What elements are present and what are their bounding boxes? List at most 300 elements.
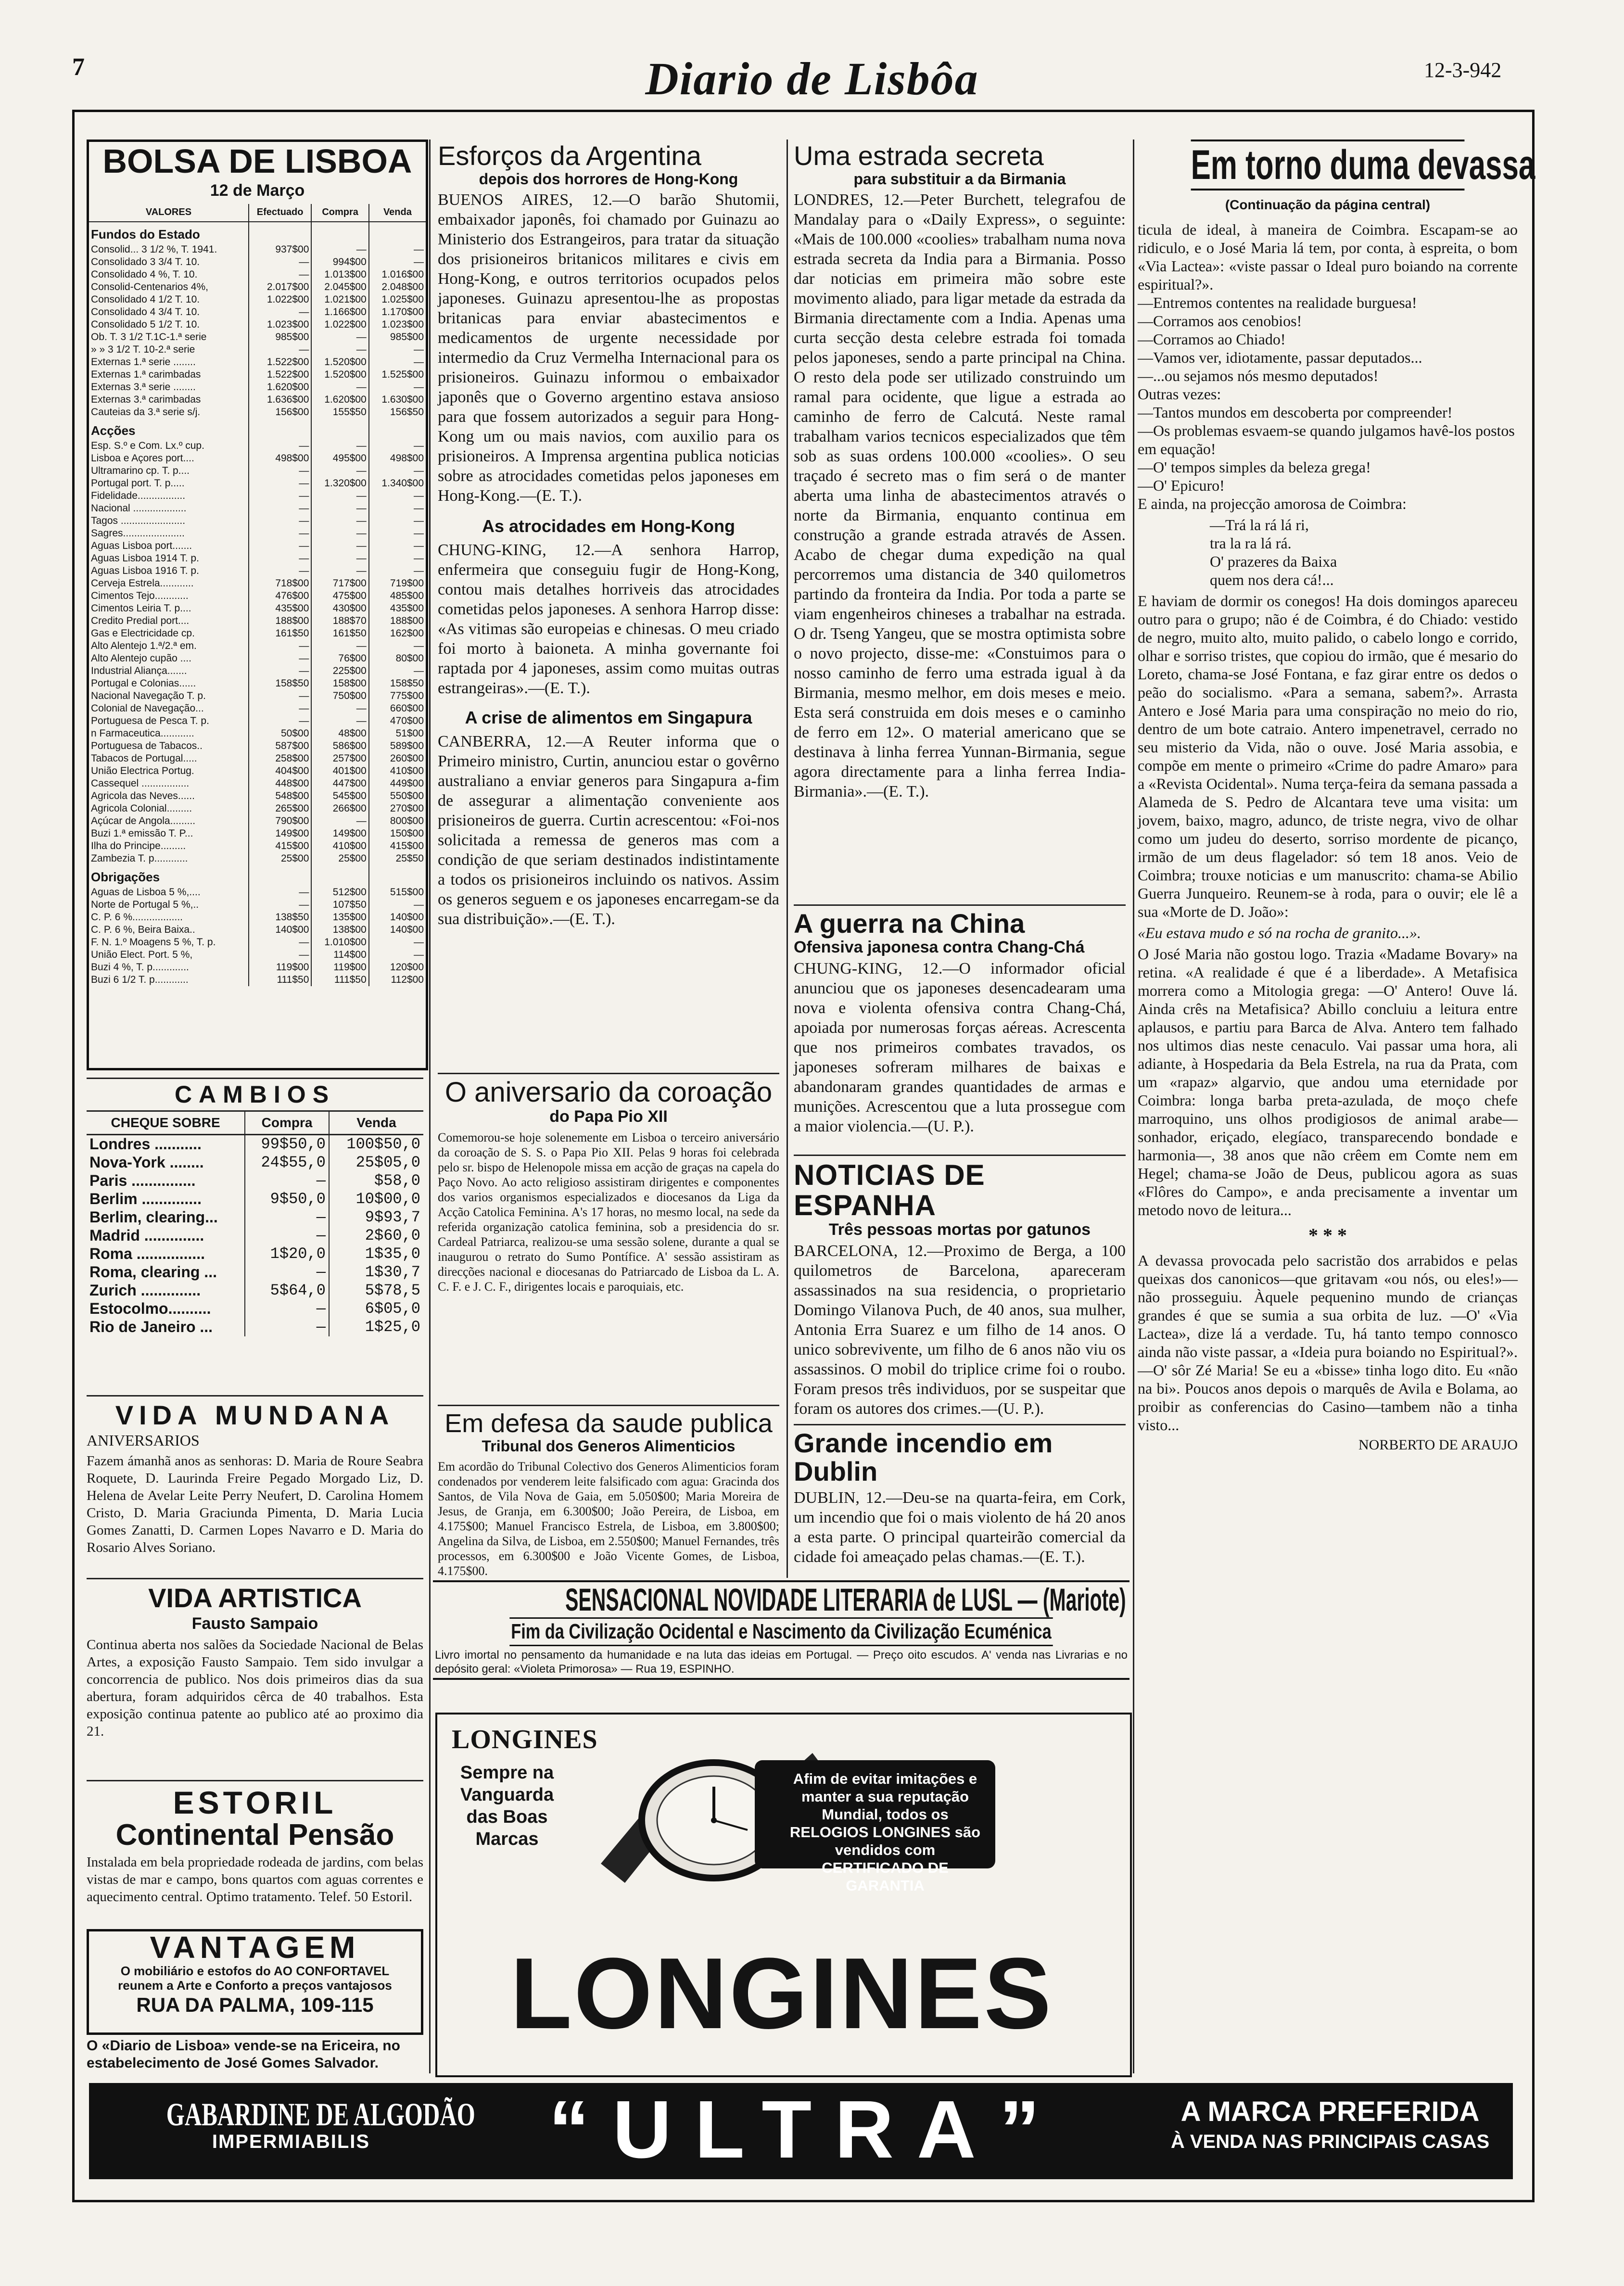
bolsa-security-name: União Electrica Portug. xyxy=(91,765,194,776)
bolsa-value: 435$00 xyxy=(249,602,312,615)
bolsa-row xyxy=(89,640,426,652)
bolsa-value: — xyxy=(369,899,426,911)
bolsa-value: 1.022$00 xyxy=(311,318,368,331)
bolsa-value: 260$00 xyxy=(369,752,426,765)
bolsa-security-name: Portuguesa de Pesca T. p. xyxy=(91,715,209,726)
bolsa-value: 2.045$00 xyxy=(311,281,368,293)
hongkong-subtitle: As atrocidades em Hong-Kong xyxy=(482,516,736,536)
ultra-brand: “ULTRA” xyxy=(548,2084,1063,2175)
aniversario-article xyxy=(438,1073,779,1294)
lusl-title: SENSACIONAL NOVIDADE LITERARIA de LUSL — (Mariote) xyxy=(565,1582,1126,1617)
cambios-rate: 9$93,7 xyxy=(329,1208,423,1227)
cambios-row xyxy=(87,1208,423,1227)
bolsa-value: — xyxy=(311,502,368,515)
bolsa-security-name: União Elect. Port. 5 %, xyxy=(91,949,193,960)
bolsa-value: — xyxy=(311,527,368,540)
bolsa-row xyxy=(89,727,426,740)
devassa-stars: * * * xyxy=(1308,1224,1347,1246)
cambios-currency: Madrid .............. xyxy=(89,1227,204,1244)
longines-brand-big: LONGINES xyxy=(510,1937,1053,2050)
singapura-body: CANBERRA, 12.—A Reuter informa que o Primeiro ministro, Curtin, anunciou estar o govêrno australiano a enviar generos para Singapura a-fim de assegurar a alimentação conveniente aos prisioneiros de guerra. Curtin acrescentou: «Foi-nos solicitada a remessa de generos mas com a condição de que seriam destinados indistintamente a todos os prisioneiros incluindo os nativos. Assim os generos seguem e os japoneses encarregam-se da sua distribuição».—(E. T.). xyxy=(438,732,779,928)
saude-article xyxy=(438,1405,779,1578)
rule xyxy=(438,1073,779,1074)
bolsa-value: — xyxy=(311,815,368,827)
bolsa-value: 258$00 xyxy=(249,752,312,765)
bolsa-value: 415$00 xyxy=(369,840,426,852)
cambios-table xyxy=(87,1110,423,1336)
ultra-gabardine: GABARDINE DE ALGODÃO xyxy=(166,2096,475,2133)
bolsa-value: — xyxy=(369,565,426,577)
bolsa-security-name: Consolid-Centenarios 4%, xyxy=(91,281,208,292)
bolsa-value: — xyxy=(369,440,426,452)
bolsa-value: 51$00 xyxy=(369,727,426,740)
page-number: 7 xyxy=(72,53,85,81)
bolsa-row xyxy=(89,702,426,715)
bolsa-value: 1.340$00 xyxy=(369,477,426,490)
bolsa-value: 161$50 xyxy=(311,627,368,640)
bolsa-value: — xyxy=(249,949,312,961)
bolsa-row xyxy=(89,577,426,590)
bolsa-value: 188$00 xyxy=(249,615,312,627)
bolsa-value: 586$00 xyxy=(311,740,368,752)
bolsa-cell xyxy=(249,419,312,440)
bolsa-value: — xyxy=(249,343,312,356)
bolsa-value: 225$00 xyxy=(311,665,368,677)
bolsa-row xyxy=(89,790,426,802)
bolsa-security-name: Cerveja Estrela............ xyxy=(91,577,194,589)
bolsa-row xyxy=(89,565,426,577)
bolsa-row xyxy=(89,815,426,827)
bolsa-row xyxy=(89,368,426,381)
bolsa-value: 994$00 xyxy=(311,256,368,268)
devassa-p3: O José Maria não gostou logo. Trazia «Madame Bovary» na retina. «A realidade é que é a liberdade». A Metafisica morrera como a Mitologia grega: —O' Antero! Ouve lá. Ainda crês na Metafisica? Abillo concluiu a leitura entre aplausos, e partiu para Barca de Alva. Antero tem falhado nos ultimos dias neste cenaculo. Vai passar uma hora, ali adiante, à Hospedaria da Bela Estrela, na rua da Prata, com um «rapaz» algarvio, que andou uma eternidade por Coimbra: longa barba preta-azulada, de moço chefe marroquino, uns olhos prodigiosos de animal arabe—sonhador, eriçado, elegíaco, transparecendo bondade e harmonia—, 38 anos que não crêem em Comte nem em Hegel; chama-se João de Deus, publicou agora as suas «Flôres do Campo», e anda precisamente a inventar um metodo novo de leitura... xyxy=(1138,945,1518,1219)
devassa-quote: «Eu estava mudo e só na rocha de granito...». xyxy=(1138,924,1421,942)
bolsa-value: 717$00 xyxy=(311,577,368,590)
bolsa-row xyxy=(89,627,426,640)
bolsa-security-name: Fidelidade................. xyxy=(91,490,186,501)
estrada-title: Uma estrada secreta xyxy=(794,140,1044,171)
bolsa-value: 430$00 xyxy=(311,602,368,615)
bolsa-value: 1.630$00 xyxy=(369,394,426,406)
bolsa-value: — xyxy=(311,331,368,343)
rule xyxy=(794,1155,1126,1156)
bolsa-value: 140$00 xyxy=(369,911,426,924)
vida-mundana-title: VIDA MUNDANA xyxy=(115,1400,395,1430)
bolsa-value: 448$00 xyxy=(249,777,312,790)
ultra-right xyxy=(1157,2097,1503,2152)
cambios-rate: 1$20,0 xyxy=(245,1245,329,1263)
bolsa-security-name: Externas 3.ª carimbadas xyxy=(91,394,201,405)
estoril-name: Continental Pensão xyxy=(115,1818,394,1852)
bolsa-value: — xyxy=(369,640,426,652)
bolsa-row xyxy=(89,256,426,268)
longines-slogan: Sempre na Vanguarda das Boas Marcas xyxy=(460,1763,554,1849)
bolsa-value: 937$00 xyxy=(249,243,312,256)
bolsa-value: — xyxy=(369,381,426,394)
bolsa-row xyxy=(89,343,426,356)
bolsa-value: 985$00 xyxy=(369,331,426,343)
bolsa-row xyxy=(89,440,426,452)
longines-brand-top: LONGINES xyxy=(452,1725,598,1754)
bolsa-security-name: Colonial de Navegação... xyxy=(91,702,204,714)
bolsa-security-name: Portugal port. T. p..... xyxy=(91,477,185,489)
bolsa-cell xyxy=(311,222,368,243)
bolsa-value: — xyxy=(369,540,426,552)
masthead: Diario de Lisbôa xyxy=(645,53,979,104)
bolsa-row xyxy=(89,690,426,702)
lusl-subtitle: Fim da Civilização Ocidental e Nascimento da Civilização Ecuménica xyxy=(509,1617,1053,1646)
bolsa-value: 266$00 xyxy=(311,802,368,815)
bolsa-value: — xyxy=(249,515,312,527)
cambios-rate: 99$50,0 xyxy=(245,1134,329,1154)
cambios-rate: 10$00,0 xyxy=(329,1190,423,1208)
bolsa-value: 415$00 xyxy=(249,840,312,852)
bolsa-security-name: Gas e Electricidade cp. xyxy=(91,627,195,639)
bolsa-security-name: Aguas Lisboa 1916 T. p. xyxy=(91,565,199,576)
bolsa-security-name: Agricola das Neves...... xyxy=(91,790,195,801)
bolsa-cell xyxy=(369,222,426,243)
cambios-currency: Zurich .............. xyxy=(89,1282,201,1299)
ericeira-note: O «Diario de Lisboa» vende-se na Ericeira, no estabelecimento de José Gomes Salvador. xyxy=(87,2038,400,2071)
bolsa-value: 1.021$00 xyxy=(311,293,368,306)
bolsa-value: 149$00 xyxy=(249,827,312,840)
bolsa-value: 76$00 xyxy=(311,652,368,665)
bolsa-section-title: Acções xyxy=(91,423,136,438)
bolsa-value: 111$50 xyxy=(249,974,312,986)
bolsa-value: 589$00 xyxy=(369,740,426,752)
bolsa-value: 140$00 xyxy=(369,924,426,936)
bolsa-value: — xyxy=(249,256,312,268)
bolsa-section-title: Obrigações xyxy=(91,870,160,884)
bolsa-value: 498$00 xyxy=(369,452,426,465)
bolsa-row xyxy=(89,602,426,615)
bolsa-security-name: Buzi 6 1/2 T. p............ xyxy=(91,974,189,985)
estrada-article xyxy=(794,142,1126,801)
bolsa-row xyxy=(89,406,426,419)
argentina-title: Esforços da Argentina xyxy=(438,140,701,171)
bolsa-row xyxy=(89,306,426,318)
cambios-rate: $58,0 xyxy=(329,1172,423,1190)
vantagem-body: O mobiliário e estofos do AO CONFORTAVEL reunem a Arte e Conforto a preços vantajosos xyxy=(118,1964,392,1993)
bolsa-value: 107$50 xyxy=(311,899,368,911)
argentina-body: BUENOS AIRES, 12.—O barão Shutomii, embaixador japonês, foi chamado por Guinazu ao Ministerio dos Estrangeiros, para tratar da situação dos prisioneiros britanicos militares e civis em Hong-Kong, e outros territorios ocupados pelos japoneses. Guinazu apresentou-lhe as propostas britanicas para enviar abastecimentos e medicamentos de urgente necessidade por intermedio da Cruz Vermelha Internacional para os prisioneiros. Guinazu informou o embaixador japonês que o Governo argentino estava ansioso para que fossem autorizados a seguir para Hong-Kong um ou mais navios, com auxilio para os prisioneiros. A Imprensa argentina publica noticias sobre as atrocidades cometidas pelos japoneses em Hong-Kong.—(E. T.). xyxy=(438,190,779,505)
bolsa-table xyxy=(89,204,426,986)
bolsa-value: 485$00 xyxy=(369,590,426,602)
bolsa-value: 1.025$00 xyxy=(369,293,426,306)
bolsa-security-name: Portugal e Colonias...... xyxy=(91,677,196,689)
ultra-left xyxy=(118,2096,475,2153)
bolsa-value: — xyxy=(249,652,312,665)
bolsa-value: 135$00 xyxy=(311,911,368,924)
rule xyxy=(794,904,1126,906)
bolsa-value: — xyxy=(249,306,312,318)
bolsa-value: — xyxy=(369,465,426,477)
rule xyxy=(87,1078,423,1079)
bolsa-value: 138$00 xyxy=(311,924,368,936)
bolsa-value: 550$00 xyxy=(369,790,426,802)
bolsa-value: 718$00 xyxy=(249,577,312,590)
bolsa-value: — xyxy=(249,690,312,702)
bolsa-row xyxy=(89,961,426,974)
bolsa-value: 750$00 xyxy=(311,690,368,702)
bolsa-row xyxy=(89,293,426,306)
bolsa-value: — xyxy=(369,665,426,677)
cambios-rate: 24$55,0 xyxy=(245,1154,329,1172)
vida-artistica-title: VIDA ARTISTICA xyxy=(148,1583,362,1613)
bolsa-value: 188$70 xyxy=(311,615,368,627)
bolsa-value: 150$00 xyxy=(369,827,426,840)
dublin-body: DUBLIN, 12.—Deu-se na quarta-feira, em Cork, um incendio que foi o mais violento de há 20 anos a esta parte. O principal quarteirão comercial da cidade foi ameaçado pelas chamas.—(E. T.). xyxy=(794,1488,1126,1566)
bolsa-value: 1.166$00 xyxy=(311,306,368,318)
dublin-title: Grande incendio em Dublin xyxy=(794,1428,1053,1486)
vantagem-title: VANTAGEM xyxy=(150,1930,360,1965)
bolsa-section-title: Fundos do Estado xyxy=(91,227,200,241)
bolsa-row xyxy=(89,886,426,899)
bolsa-value: — xyxy=(249,640,312,652)
bolsa-value: 1.520$00 xyxy=(311,356,368,368)
bolsa-value: 470$00 xyxy=(369,715,426,727)
bolsa-row xyxy=(89,515,426,527)
devassa-p4: A devassa provocada pelo sacristão dos arrabidos e pelas queixas dos canonicos—que gritavam «ou nós, ou eles!»—não prosseguiu. Àquele pequenino mundo de crianças grandes é que se sumia a sua orbita de luz. —O' «Via Lactea», dize lá a verdade. Tu, há tanto tempo connosco ainda não viste passar, a «Ideia pura boiando no Espiritual?». —O' sôr Zé Maria! Se eu a «bisse» tinha logo dito. Eu «não na bi». Poucos anos depois o marquês de Avila e Bolama, ao proibir as conferencias do Casino—tambem não a tinha visto... xyxy=(1138,1252,1518,1434)
bolsa-security-name: C. P. 6 %, Beira Baixa.. xyxy=(91,924,195,935)
bolsa-value: — xyxy=(369,949,426,961)
bolsa-cell xyxy=(369,419,426,440)
bolsa-security-name: Ultramarino cp. T. p.... xyxy=(91,465,190,476)
bolsa-value: — xyxy=(369,490,426,502)
bolsa-row xyxy=(89,615,426,627)
vida-mundana xyxy=(87,1395,423,1556)
bolsa-row xyxy=(89,652,426,665)
bolsa-column-header: Compra xyxy=(311,204,368,222)
argentina-subtitle: depois dos horrores de Hong-Kong xyxy=(479,170,738,188)
rule xyxy=(794,1424,1126,1425)
bolsa-row xyxy=(89,936,426,949)
bolsa-value: — xyxy=(311,440,368,452)
bolsa-security-name: Tabacos de Portugal..... xyxy=(91,752,197,764)
bolsa-value: 140$00 xyxy=(249,924,312,936)
bolsa-row xyxy=(89,715,426,727)
bolsa-value: — xyxy=(311,381,368,394)
bolsa-value: — xyxy=(311,515,368,527)
bolsa-value: 475$00 xyxy=(311,590,368,602)
bolsa-security-name: Externas 1.ª carimbadas xyxy=(91,368,201,380)
bolsa-value: 1.022$00 xyxy=(249,293,312,306)
bolsa-security-name: Lisboa e Açores port.... xyxy=(91,452,194,464)
bolsa-value: — xyxy=(311,640,368,652)
bolsa-value: — xyxy=(369,343,426,356)
espanha-title: NOTICIAS DE ESPANHA xyxy=(794,1159,985,1221)
bolsa-value: — xyxy=(369,527,426,540)
bolsa-value: 1.522$00 xyxy=(249,368,312,381)
bolsa-value: — xyxy=(311,715,368,727)
bolsa-cell xyxy=(311,419,368,440)
devassa-article xyxy=(1138,140,1535,1453)
bolsa-value: 50$00 xyxy=(249,727,312,740)
bolsa-row xyxy=(89,677,426,690)
cambios-rate: — xyxy=(245,1318,329,1336)
bolsa-value: — xyxy=(369,515,426,527)
bolsa-value: 162$00 xyxy=(369,627,426,640)
cambios-currency: Paris ............... xyxy=(89,1172,196,1189)
bolsa-value: 476$00 xyxy=(249,590,312,602)
bolsa-security-name: Consolidado 5 1/2 T. 10. xyxy=(91,318,200,330)
bolsa-value: 119$00 xyxy=(249,961,312,974)
bolsa-security-name: Cauteias da 3.ª serie s/j. xyxy=(91,406,201,418)
lusl-body: Livro imortal no pensamento da humanidade e na luta das ideias em Portugal. — Preço oito escudos. A' venda nas Livrarias e no depósito geral: «Violeta Primorosa» — Rua 19, ESPINHO. xyxy=(435,1649,1128,1676)
longines-ad xyxy=(435,1713,1132,2077)
bolsa-value: 449$00 xyxy=(369,777,426,790)
bolsa-security-name: Consolid... 3 1/2 %, T. 1941. xyxy=(91,243,217,255)
bolsa-value: 270$00 xyxy=(369,802,426,815)
vantagem-ad xyxy=(87,1929,423,2035)
bolsa-value: 495$00 xyxy=(311,452,368,465)
vida-mundana-body: Fazem ámanhã anos as senhoras: D. Maria de Roure Seabra Roquete, D. Laurinda Freire Pegado Morgado Liz, D. Helena de Avelar Leite Perry Neufert, D. Carolina Homem Cristo, D. Maria Graciunda Pimenta, D. Maria Lucia Gomes Zanatti, D. Carmen Lopes Navarro e D. Maria do Rosario Alves Soriano. xyxy=(87,1453,423,1555)
vida-artistica xyxy=(87,1578,423,1740)
bolsa-value: 800$00 xyxy=(369,815,426,827)
bolsa-value: 158$00 xyxy=(311,677,368,690)
lusl-ad xyxy=(433,1580,1129,1680)
cambios-row xyxy=(87,1300,423,1318)
bolsa-cell xyxy=(311,865,368,886)
cambios-rate: — xyxy=(245,1172,329,1190)
bolsa-security-name: Ilha do Principe......... xyxy=(91,840,186,851)
bolsa-value: 1.016$00 xyxy=(369,268,426,281)
bolsa-value: 25$00 xyxy=(311,852,368,865)
ultra-venda: À VENDA NAS PRINCIPAIS CASAS xyxy=(1170,2131,1490,2152)
hongkong-body: CHUNG-KING, 12.—A senhora Harrop, enfermeira que conseguiu fugir de Hong-Kong, contou mais detalhes horriveis das atrocidades cometidas pelos japoneses. A senhora Harrop disse: «As vitimas são europeias e chinesas. O meu criado foi morto à baioneta. A minha governante foi raptada por 4 japoneses, assim como muitas outras estrangeiras».—(E. T.). xyxy=(438,541,779,697)
bolsa-cell xyxy=(369,865,426,886)
espanha-article xyxy=(794,1155,1126,1419)
china-subtitle: Ofensiva japonesa contra Chang-Chá xyxy=(794,938,1085,956)
cambios-row xyxy=(87,1134,423,1154)
china-title: A guerra na China xyxy=(794,908,1025,939)
watch-center xyxy=(711,1817,717,1823)
bolsa-value: 587$00 xyxy=(249,740,312,752)
bolsa-value: 775$00 xyxy=(369,690,426,702)
bolsa-value: — xyxy=(249,490,312,502)
bolsa-security-name: C. P. 6 %.................. xyxy=(91,911,183,923)
argentina-article xyxy=(438,142,779,929)
bolsa-row xyxy=(89,452,426,465)
bolsa-value: 498$00 xyxy=(249,452,312,465)
vida-artistica-subtitle: Fausto Sampaio xyxy=(191,1614,318,1633)
bolsa-value: 545$00 xyxy=(311,790,368,802)
bolsa-value: 1.522$00 xyxy=(249,356,312,368)
saude-title: Em defesa da saude publica xyxy=(444,1409,773,1438)
rule xyxy=(87,1395,423,1397)
bolsa-value: 257$00 xyxy=(311,752,368,765)
bolsa-security-name: Externas 3.ª serie ........ xyxy=(91,381,196,393)
bolsa-security-name: Açúcar de Angola......... xyxy=(91,815,196,826)
bolsa-security-name: Aguas de Lisboa 5 %,.... xyxy=(91,886,201,898)
bolsa-value: 48$00 xyxy=(311,727,368,740)
bolsa-value: 1.023$00 xyxy=(249,318,312,331)
bolsa-value: — xyxy=(311,702,368,715)
bolsa-security-name: Externas 1.ª serie ........ xyxy=(91,356,196,368)
cambios-rate: 5$64,0 xyxy=(245,1282,329,1300)
issue-date: 12-3-942 xyxy=(1424,58,1502,82)
bolsa-value: 512$00 xyxy=(311,886,368,899)
bolsa-row xyxy=(89,752,426,765)
bolsa-value: — xyxy=(311,565,368,577)
cambios-currency: Roma, clearing ... xyxy=(89,1263,217,1281)
cambios-rate: — xyxy=(245,1227,329,1245)
bolsa-value: — xyxy=(369,502,426,515)
bolsa-value: 548$00 xyxy=(249,790,312,802)
bolsa-value: 119$00 xyxy=(311,961,368,974)
bolsa-value: — xyxy=(249,565,312,577)
bolsa-row xyxy=(89,949,426,961)
devassa-p1: ticula de ideal, à maneira de Coimbra. Escapam-se ao ridiculo, e o José Maria lá tem, por conta, à espreita, o bom «Via Lactea»: «viste passar o Ideal puro boiando na corrente espiritual?». xyxy=(1138,221,1518,293)
devassa-author: NORBERTO DE ARAUJO xyxy=(1358,1437,1518,1453)
bolsa-value: 1.170$00 xyxy=(369,306,426,318)
bolsa-security-name: Buzi 1.ª emissão T. P... xyxy=(91,827,193,839)
bolsa-row xyxy=(89,552,426,565)
china-body: CHUNG-KING, 12.—O informador oficial anunciou que os japoneses desencadearam uma nova e violenta ofensiva contra Chang-Chá, apoiada por numerosas forças aéreas. Acrescenta que nos primeiros combates travados, os japoneses sofreram milhares de baixas e abandonaram grandes quantidades de armas e munições. Acrescentou que a luta prossegue com a maior violencia.—(U. P.). xyxy=(794,959,1126,1135)
bolsa-security-name: Alto Alentejo 1.ª/2.ª em. xyxy=(91,640,197,651)
cambios-row xyxy=(87,1318,423,1336)
bolsa-value: — xyxy=(249,665,312,677)
cambios-rate: 100$50,0 xyxy=(329,1134,423,1154)
bolsa-value: 158$50 xyxy=(369,677,426,690)
bolsa-value: — xyxy=(249,886,312,899)
cambios-currency: Roma ................ xyxy=(89,1245,205,1262)
bolsa-date: 12 de Março xyxy=(210,181,305,200)
bolsa-row xyxy=(89,381,426,394)
vantagem-address: RUA DA PALMA, 109-115 xyxy=(136,1994,374,2017)
longines-notice-box xyxy=(755,1760,995,1894)
estoril-title: ESTORIL xyxy=(173,1785,337,1820)
cambios-column-header: Compra xyxy=(245,1111,329,1134)
bolsa-value: 188$00 xyxy=(369,615,426,627)
devassa-verse: —Trá la rá lá ri, tra la ra lá rá. O' prazeres da Baixa quem nos dera cá!... xyxy=(1210,516,1337,589)
vida-artistica-body: Continua aberta nos salões da Sociedade Nacional de Belas Artes, a exposição Fausto Sampaio. Tem sido invulgar a concorrencia de publico. Nos dois primeiros dias da sua abertura, foram adquiridos cêrca de 40 trabalhos. Esta exposição continua patente ao publico até ao proximo dia 21. xyxy=(87,1637,423,1739)
devassa-title: Em torno duma devassa xyxy=(1191,140,1465,190)
bolsa-value: 790$00 xyxy=(249,815,312,827)
devassa-dialog: —Entremos contentes na realidade burguesa! —Corramos aos cenobios! —Corramos ao Chiado! —Vamos ver, idiotamente, passar deputados... —...ou sejamos nós mesmo deputados! Outras vezes: —Tantos mundos em descoberta por compreender! —Os problemas esvaem-se quando julgamos havê-los postos em equação! —O' tempos simples da beleza grega! —O' Epicuro! E ainda, na projecção amorosa de Coimbra: xyxy=(1138,294,1515,513)
cambios-row xyxy=(87,1172,423,1190)
bolsa-value: — xyxy=(249,527,312,540)
cambios-row xyxy=(87,1282,423,1300)
bolsa-row xyxy=(89,852,426,865)
singapura-subtitle: A crise de alimentos em Singapura xyxy=(465,707,752,727)
devassa-continuation: (Continuação da página central) xyxy=(1225,197,1431,213)
ultra-impermiabilis: IMPERMIABILIS xyxy=(212,2131,370,2153)
estrada-subtitle: para substituir a da Birmania xyxy=(853,170,1066,188)
bolsa-value: — xyxy=(249,936,312,949)
devassa-p2: E haviam de dormir os conegos! Ha dois domingos apareceu outro para o grupo; não é de Coimbra, é do Chiado: vestido de negro, muito alto, muito palido, o cabelo longo e corrido, olhar e sorriso tristes, que copiou do irmão, que é mesario do Loreto, chama-se José Fontana, e faz girar entre os dedos o peão do socialismo. «Para a semana, sabem?». Arrasta Antero e José Maria para uma conspiração no meio do rio, dentro de um bote catraio. Antero impenetravel, cerrado no seu misterio da Vida, não o ouve. José Maria assobia, e compõe em mente o primeiro «Crime do padre Amaro» para a «Revista Ocidental». Numa terça-feira da semana passada a Alameda de S. Pedro de Alcantara teve uma visita: um jovem, baixo, magro, adunco, de triste negra, vivo de olhar como um judeu do deserto, sorriso mordente de picanço, irmão de um deus flagelador: só tem 18 anos. Veio de Coimbra; trouxe noticias e um manuscrito: chama-se Abilio Guerra Junqueiro. Reunem-se à roda, para o ouvir; ele lê a sua «Morte de D. João»: xyxy=(1138,592,1518,921)
cambios-rate: 25$05,0 xyxy=(329,1154,423,1172)
bolsa-row xyxy=(89,465,426,477)
column-rule xyxy=(429,140,431,2073)
bolsa-value: — xyxy=(311,465,368,477)
bolsa-value: — xyxy=(369,256,426,268)
bolsa-value: 1.525$00 xyxy=(369,368,426,381)
bolsa-box xyxy=(87,140,428,1070)
bolsa-security-name: Consolidado 4 %, T. 10. xyxy=(91,268,198,280)
bolsa-security-name: Consolidado 4 1/2 T. 10. xyxy=(91,293,200,305)
bolsa-value: — xyxy=(249,477,312,490)
bolsa-row xyxy=(89,477,426,490)
bolsa-value: — xyxy=(311,343,368,356)
cambios-currency: Rio de Janeiro ... xyxy=(89,1318,213,1335)
rule xyxy=(87,1578,423,1579)
bolsa-security-name: Sagres...................... xyxy=(91,527,185,539)
bolsa-row xyxy=(89,911,426,924)
cambios-rate: 6$05,0 xyxy=(329,1300,423,1318)
ultra-ad xyxy=(89,2083,1513,2179)
cambios-rate: 2$60,0 xyxy=(329,1227,423,1245)
